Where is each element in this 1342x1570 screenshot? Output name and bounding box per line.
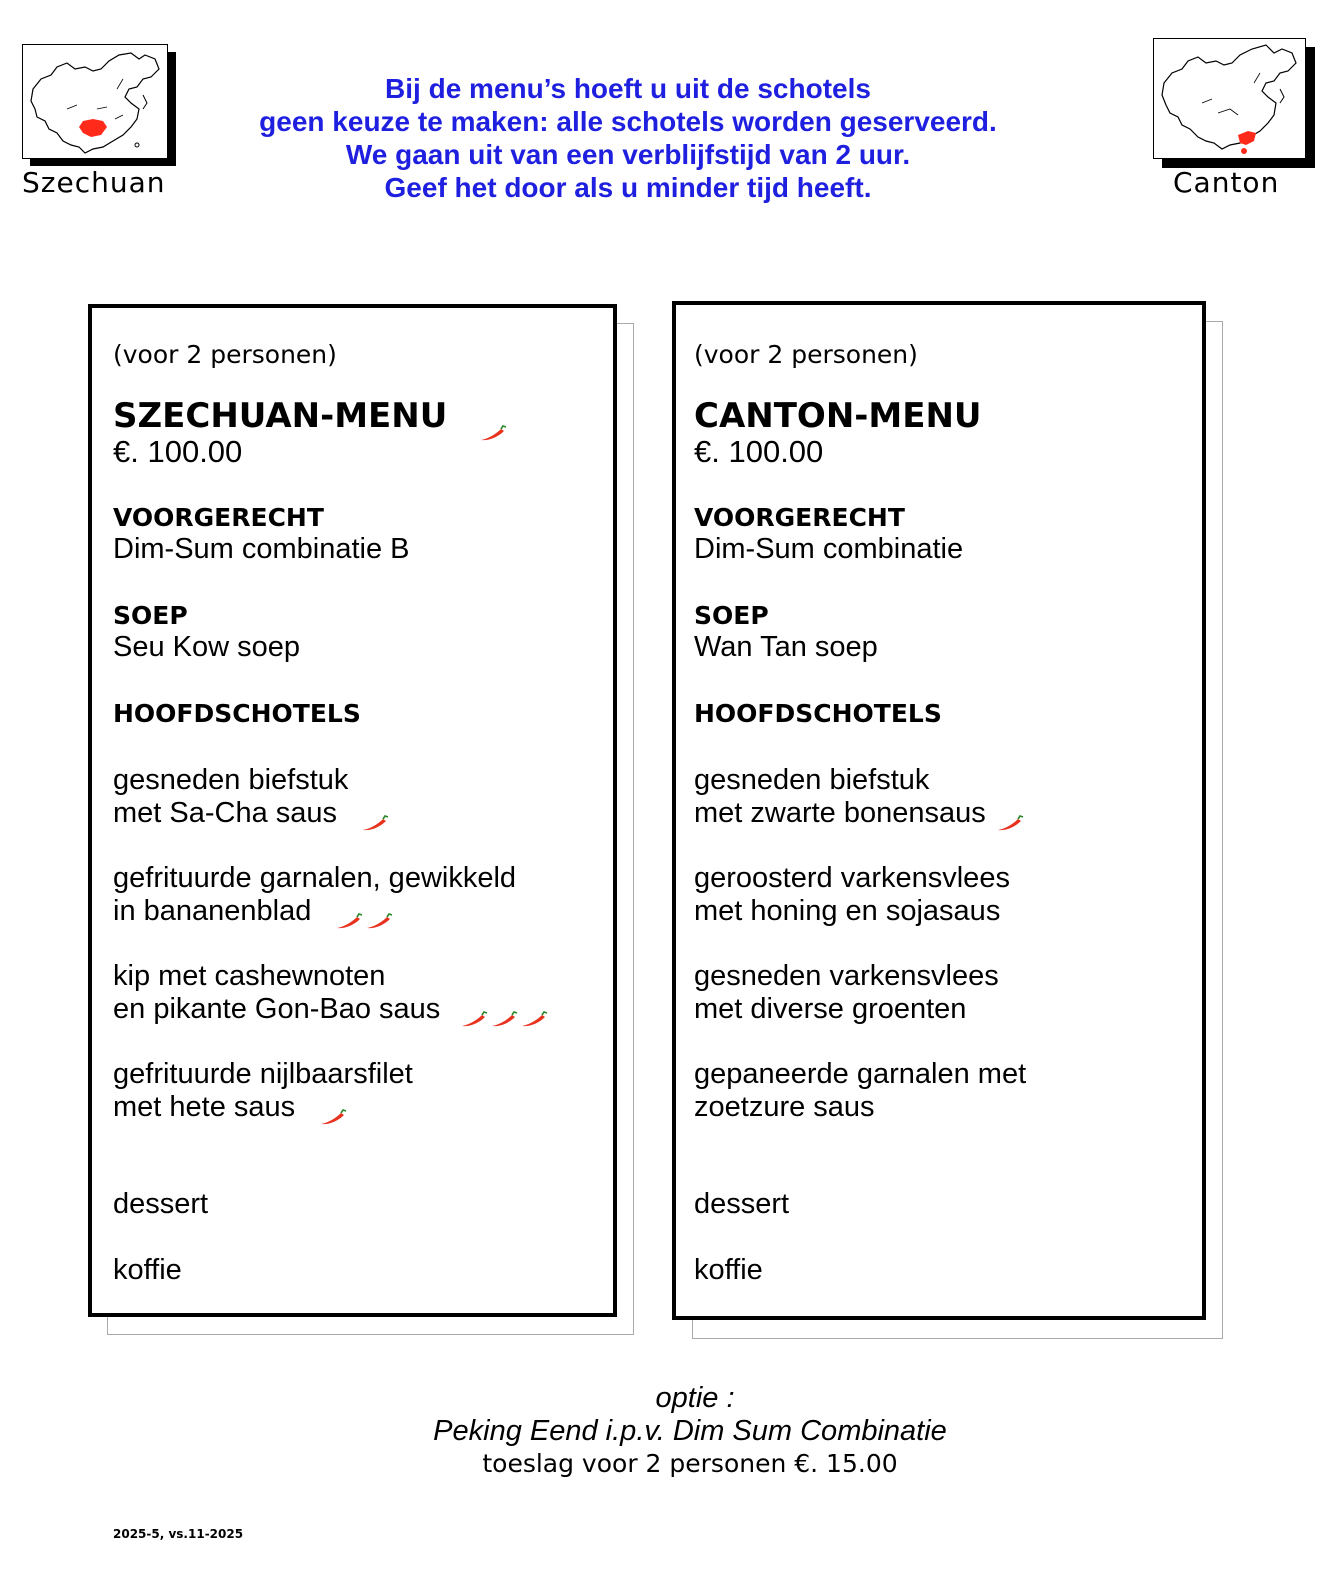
version-footer: 2025-5, vs.11-2025 — [113, 1527, 244, 1541]
main-dish-line: gepaneerde garnalen met — [694, 1058, 1027, 1090]
map-caption-szechuan: Szechuan — [22, 166, 166, 199]
main-dish — [694, 1058, 1026, 1124]
mains-heading: HOOFDSCHOTELS — [113, 699, 361, 728]
main-dish — [113, 764, 389, 830]
main-dish-line2 — [694, 797, 1024, 830]
szechuan-menu-card — [88, 304, 617, 1317]
option-text: Peking Eend i.p.v. Dim Sum Combinatie — [433, 1415, 947, 1447]
main-dish-line: in bananenblad — [113, 895, 312, 927]
menu-title-text: SZECHUAN-MENU — [113, 396, 448, 436]
intro-line: We gaan uit van een verblijfstijd van 2 uur. — [345, 139, 911, 170]
intro-line: Geef het door als u minder tijd heeft. — [384, 172, 872, 203]
main-dish-line: met hete saus — [113, 1091, 296, 1123]
map-frame — [1153, 38, 1306, 159]
canton-menu-card — [672, 301, 1206, 1320]
main-dish-line: gesneden biefstuk — [113, 764, 349, 796]
menu-price: €. 100.00 — [113, 434, 243, 469]
soup-dish: Seu Kow soep — [113, 631, 301, 663]
main-dish-line: gefrituurde garnalen, gewikkeld — [113, 862, 517, 894]
persons-note: (voor 2 personen) — [694, 340, 918, 369]
intro-note — [178, 72, 1078, 204]
persons-note: (voor 2 personen) — [113, 340, 337, 369]
main-dish-line: met zwarte bonensaus — [694, 797, 986, 829]
china-map-icon — [27, 49, 165, 155]
dessert: dessert — [694, 1188, 790, 1220]
map-frame — [22, 44, 168, 159]
pepper-rating — [317, 1091, 347, 1123]
menu-title — [694, 396, 982, 436]
main-dish-line: geroosterd varkensvlees — [694, 862, 1010, 894]
soup-heading: SOEP — [694, 601, 769, 630]
pepper-rating — [477, 396, 507, 436]
pepper-rating — [994, 797, 1024, 829]
main-dish-line: gesneden varkensvlees — [694, 960, 999, 992]
main-dish-line: en pikante Gon-Bao saus — [113, 993, 441, 1025]
main-dish-line2 — [113, 797, 389, 830]
option-surcharge: toeslag voor 2 personen €. 15.00 — [482, 1449, 898, 1478]
chili-pepper-icon — [490, 1002, 518, 1018]
soup-dish: Wan Tan soep — [694, 631, 878, 663]
coffee: koffie — [113, 1254, 182, 1286]
coffee: koffie — [694, 1254, 763, 1286]
chili-pepper-icon — [479, 410, 507, 426]
option-label: optie : — [655, 1382, 735, 1414]
chili-pepper-icon — [996, 806, 1024, 822]
main-dish-line2 — [113, 895, 516, 928]
map-caption-canton: Canton — [1173, 166, 1280, 199]
soup-heading: SOEP — [113, 601, 188, 630]
main-dish-line: met Sa-Cha saus — [113, 797, 338, 829]
main-dish-line2 — [113, 993, 548, 1026]
pepper-rating — [333, 895, 393, 927]
dessert: dessert — [113, 1188, 209, 1220]
chili-pepper-icon — [361, 806, 389, 822]
pepper-rating — [458, 993, 548, 1025]
main-dish — [113, 960, 548, 1026]
main-dish — [113, 1058, 413, 1124]
main-dish-line: met diverse groenten — [694, 993, 967, 1025]
main-dish-line: zoetzure saus — [694, 1091, 875, 1123]
main-dish-line: met honing en sojasaus — [694, 895, 1001, 927]
starter-heading: VOORGERECHT — [113, 503, 324, 532]
main-dish-line: kip met cashewnoten — [113, 960, 386, 992]
chili-pepper-icon — [365, 904, 393, 920]
main-dish — [694, 764, 1024, 830]
szechuan-map — [22, 44, 178, 199]
chili-pepper-icon — [319, 1100, 347, 1116]
menu-price: €. 100.00 — [694, 434, 824, 469]
chili-pepper-icon — [520, 1002, 548, 1018]
main-dish-line: gefrituurde nijlbaarsfilet — [113, 1058, 413, 1090]
chili-pepper-icon — [335, 904, 363, 920]
main-dish-line: gesneden biefstuk — [694, 764, 930, 796]
starter-heading: VOORGERECHT — [694, 503, 905, 532]
china-map-icon — [1158, 43, 1302, 155]
option-block — [0, 1382, 1342, 1480]
intro-line: geen keuze te maken: alle schotels worden geserveerd. — [259, 106, 997, 137]
starter-dish: Dim-Sum combinatie B — [113, 533, 410, 565]
main-dish — [113, 862, 516, 928]
intro-line: Bij de menu’s hoeft u uit de schotels — [385, 73, 871, 104]
starter-dish: Dim-Sum combinatie — [694, 533, 964, 565]
menu-title — [113, 396, 507, 436]
pepper-rating — [359, 797, 389, 829]
mains-heading: HOOFDSCHOTELS — [694, 699, 942, 728]
canton-map — [1153, 38, 1315, 199]
main-dish — [694, 960, 999, 1026]
main-dish-line2 — [113, 1091, 413, 1124]
menu-title-text: CANTON-MENU — [694, 396, 982, 436]
main-dish — [694, 862, 1010, 928]
chili-pepper-icon — [460, 1002, 488, 1018]
